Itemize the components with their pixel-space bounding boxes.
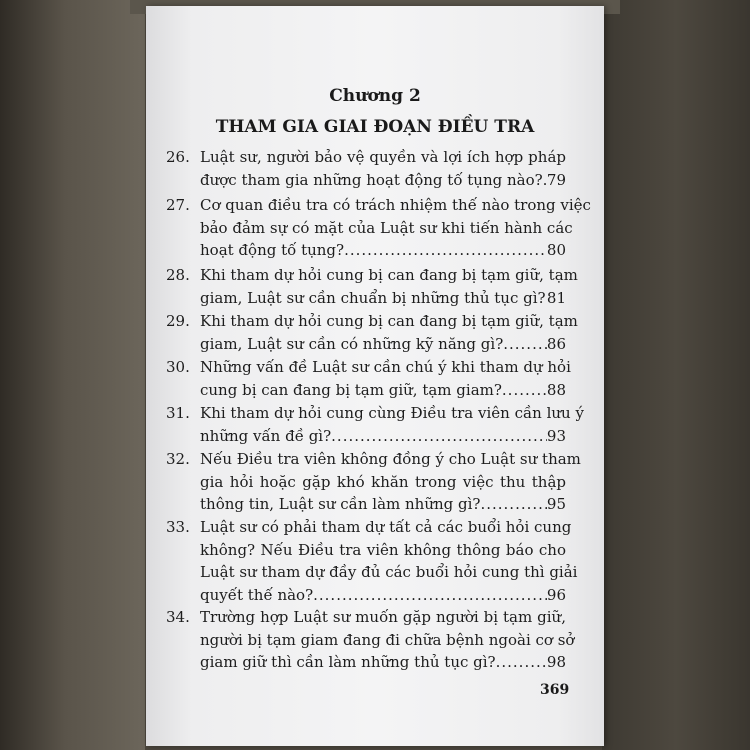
leader-dots	[503, 333, 547, 356]
entry-line: Những vấn đề Luật sư cần chú ý khi tham dự hỏi	[200, 358, 571, 376]
entry-line: Nếu Điều tra viên không đồng ý cho Luật sư tham	[200, 450, 581, 468]
entry-line: Luật sư, người bảo vệ quyền và lợi ích hợp pháp	[200, 148, 566, 166]
entry-line: người bị tạm giam đang đi chữa bệnh ngoài cơ sở	[200, 630, 575, 649]
page-number: 369	[540, 682, 570, 698]
entry-page: 86	[546, 334, 566, 353]
entry-line: Khi tham dự hỏi cung bị can đang bị tạm giữ, tạm	[200, 312, 578, 330]
entry-number: 33.	[166, 518, 190, 536]
entry-page: 98	[546, 653, 566, 671]
entry-line: Trường hợp Luật sư muốn gặp người bị tạm giữ,	[200, 608, 566, 626]
entry-page: 96	[546, 585, 566, 604]
entry-line: gia hỏi hoặc gặp khó khăn trong việc thu thập	[200, 472, 566, 491]
leader-dots	[313, 584, 547, 607]
leader-dots	[502, 379, 547, 402]
entry-line: được tham gia những hoạt động tố tụng nào?	[200, 170, 543, 189]
entry-page: 79	[546, 170, 566, 189]
entry-line: những vấn đề gì?	[200, 426, 332, 445]
entry-line: Luật sư có phải tham dự tất cả các buổi hỏi cung	[200, 518, 572, 536]
entry-line: quyết thế nào?	[200, 585, 314, 604]
entry-page: 81	[546, 288, 566, 307]
section-title: THAM GIA GIAI ĐOẠN ĐIỀU TRA	[215, 117, 535, 137]
entry-number: 31.	[166, 404, 190, 422]
entry-line: cung bị can đang bị tạm giữ, tạm giam?	[200, 380, 502, 399]
entry-number: 29.	[166, 312, 190, 330]
entry-number: 26.	[166, 148, 190, 166]
entry-number: 34.	[166, 608, 190, 626]
entry-line: Khi tham dự hỏi cung bị can đang bị tạm giữ, tạm	[200, 266, 578, 284]
entry-line: Luật sư tham dự đầy đủ các buổi hỏi cung thì giải	[200, 563, 578, 581]
entry-line: giam, Luật sư cần có những kỹ năng gì?	[200, 334, 504, 353]
background-right	[602, 0, 750, 750]
entry-line: Khi tham dự hỏi cung cùng Điều tra viên cần lưu ý	[200, 404, 584, 422]
entry-line: bảo đảm sự có mặt của Luật sư khi tiến hành các	[200, 218, 573, 237]
entry-page: 88	[546, 380, 566, 399]
entry-page: 80	[546, 241, 566, 259]
background-left	[0, 0, 145, 750]
entry-line: không? Nếu Điều tra viên không thông báo cho	[200, 540, 566, 559]
entry-number: 28.	[166, 266, 190, 284]
entry-line: giam giữ thì cần làm những thủ tục gì?	[200, 653, 496, 671]
entry-line: thông tin, Luật sư cần làm những gì?	[200, 495, 481, 513]
entry-line: hoạt động tố tụng?	[200, 241, 345, 259]
entry-line: Cơ quan điều tra có trách nhiệm thế nào trong việc	[200, 196, 591, 214]
entry-number: 32.	[166, 450, 190, 468]
leader-dots	[344, 239, 547, 262]
chapter-heading: Chương 2	[329, 86, 421, 106]
leader-dots	[480, 493, 546, 516]
entry-number: 27.	[166, 196, 190, 214]
entry-number: 30.	[166, 358, 190, 376]
leader-dots	[496, 651, 547, 674]
entry-line: giam, Luật sư cần chuẩn bị những thủ tục gì?	[200, 288, 546, 307]
leader-dots	[331, 425, 547, 448]
entry-page: 95	[546, 495, 566, 513]
entry-page: 93	[546, 426, 566, 445]
